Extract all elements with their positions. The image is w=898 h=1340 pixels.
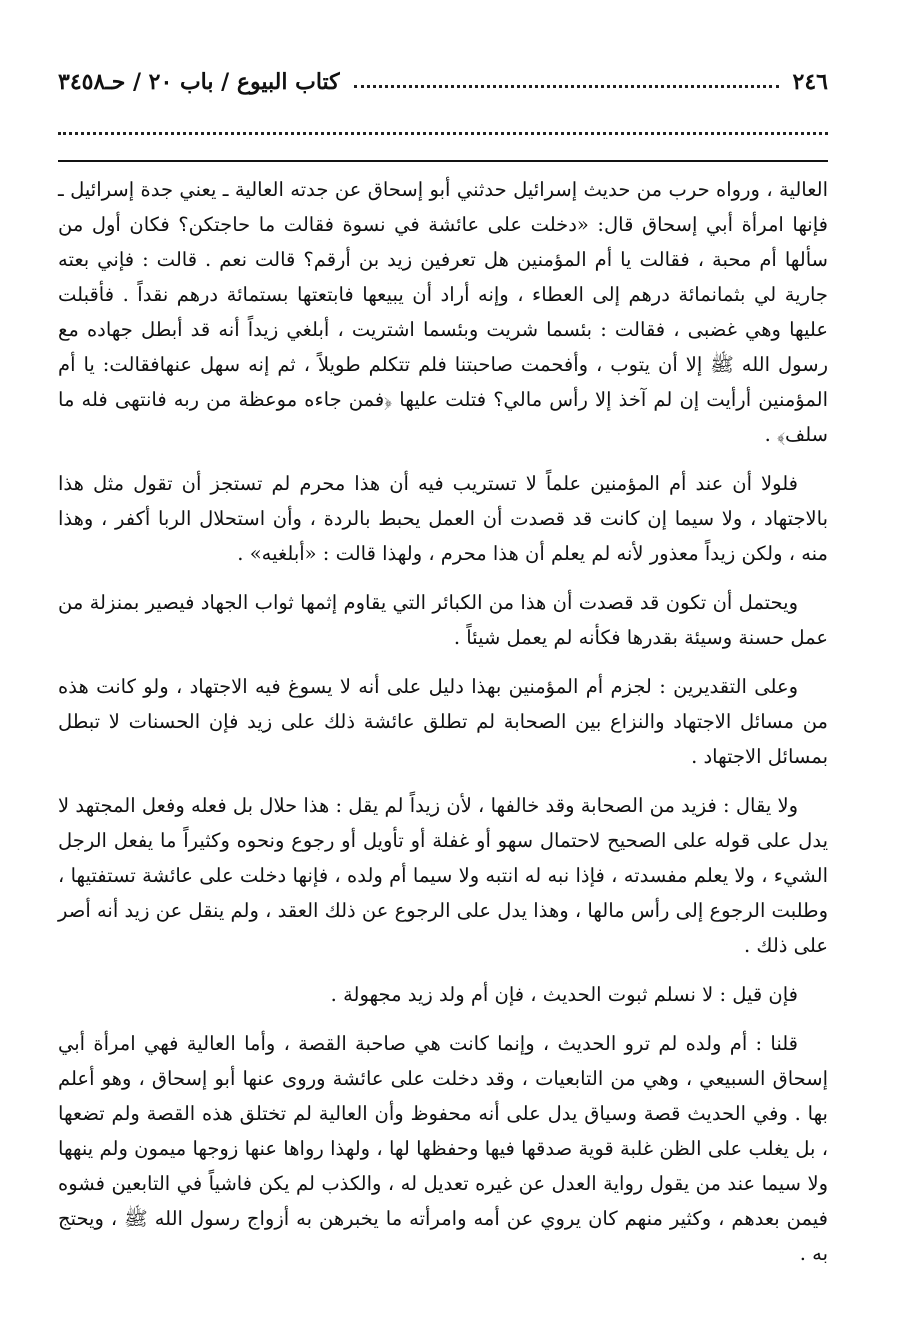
paragraph: وعلى التقديرين : لجزم أم المؤمنين بهذا دليل على أنه لا يسوغ فيه الاجتهاد ، ولو كانت هذه من مسائل الاجتهاد والنزاع بين الصحابة لم تطلق عائشة ذلك على زيد فإن الحسنات لا تبطل بمسائل الاجتهاد . <box>58 675 828 768</box>
dotted-separator <box>58 132 828 135</box>
page-body <box>58 172 828 1285</box>
paragraph: ولا يقال : فزيد من الصحابة وقد خالفها ، لأن زيداً لم يقل : هذا حلال بل فعله وفعل المجتهد لا يدل على قوله على الصحيح لاحتمال سهو أو غفلة أو تأويل أو رجوع ونحوه وكثيراً ما يفعل الرجل الشيء ، ولا يعلم مفسدته ، فإذا نبه له انتبه ولا سيما أم ولده ، فإنها دخلت على عائشة تستفتيها ، وطلبت الرجوع إلى رأس مالها ، وهذا يدل على الرجوع عن ذلك العقد ، ولم ينقل عن زيد أنه أصر على ذلك . <box>58 794 828 957</box>
header-rule <box>58 160 828 162</box>
paragraph: العالية ، ورواه حرب من حديث إسرائيل حدثني أبو إسحاق عن جدته العالية ـ يعني جدة إسرائيل ـ فإنها امرأة أبي إسحاق قال: «دخلت على عائشة في نسوة فقالت ما حاجتكن؟ فكان أول من سألها أم محبة ، فقالت يا أم المؤمنين هل تعرفين زيد بن أرقم؟ قالت نعم . قالت : فإني بعته جارية لي بثمانمائة درهم إلى العطاء ، وإنه أراد أن يبيعها فابتعتها بستمائة درهم نقداً . فأقبلت عليها وهي غضبى ، فقالت : بئسما شريت وبئسما اشتريت ، أبلغي زيداً أنه قد أبطل جهاده مع رسول الله ﷺ إلا أن يتوب ، وأفحمت صاحبتنا فلم تتكلم طويلاً ، ثم إنه سهل عنهافقالت: يا أم المؤمنين أرأيت إن لم آخذ إلا رأس مالي؟ فتلت عليها ﴿فمن جاءه موعظة من ربه فانتهى فله ما سلف﴾ . <box>58 178 828 446</box>
paragraph: فإن قيل : لا نسلم ثبوت الحديث ، فإن أم ولد زيد مجهولة . <box>330 983 798 1006</box>
page-header <box>58 60 828 104</box>
page-number: ٢٤٦ <box>792 69 828 95</box>
running-title: كتاب البيوع / باب ٢٠ / حـ٣٤٥٨ <box>58 69 340 95</box>
paragraph: قلنا : أم ولده لم ترو الحديث ، وإنما كانت هي صاحبة القصة ، وأما العالية فهي امرأة أبي إسحاق السبيعي ، وهي من التابعيات ، وقد دخلت على عائشة وروى عنها أبو إسحاق ، وهو أعلم بها . وفي الحديث قصة وسياق يدل على أنه محفوظ وأن العالية لم تختلق هذه القصة ولم تضعها ، بل يغلب على الظن غلبة قوية صدقها فيها وحفظها لها ، ولهذا رواها عنها زوجها ميمون ولم ينهها ولا سيما عند من يقول رواية العدل عن غيره تعديل له ، والكذب لم يكن فاشياً في التابعين فشوه فيمن بعدهم ، وكثير منهم كان يروي عن أمه وامرأته ما يخبرهن به أزواج رسول الله ﷺ ، ويحتج به . <box>58 1032 828 1265</box>
paragraph: ويحتمل أن تكون قد قصدت أن هذا من الكبائر التي يقاوم إثمها ثواب الجهاد فيصير بمنزلة من عمل حسنة وسيئة بقدرها فكأنه لم يعمل شيئاً . <box>58 591 828 649</box>
paragraph: فلولا أن عند أم المؤمنين علماً لا تستريب فيه أن هذا محرم لم تستجز أن تقول مثل هذا بالاجتهاد ، ولا سيما إن كانت قد قصدت أن العمل يحبط بالردة ، وأن استحلال الربا أكفر ، وهذا منه ، ولكن زيداً معذور لأنه لم يعلم أن هذا محرم ، ولهذا قالت : «أبلغيه» . <box>58 472 828 565</box>
header-dotted-leader <box>354 85 779 88</box>
